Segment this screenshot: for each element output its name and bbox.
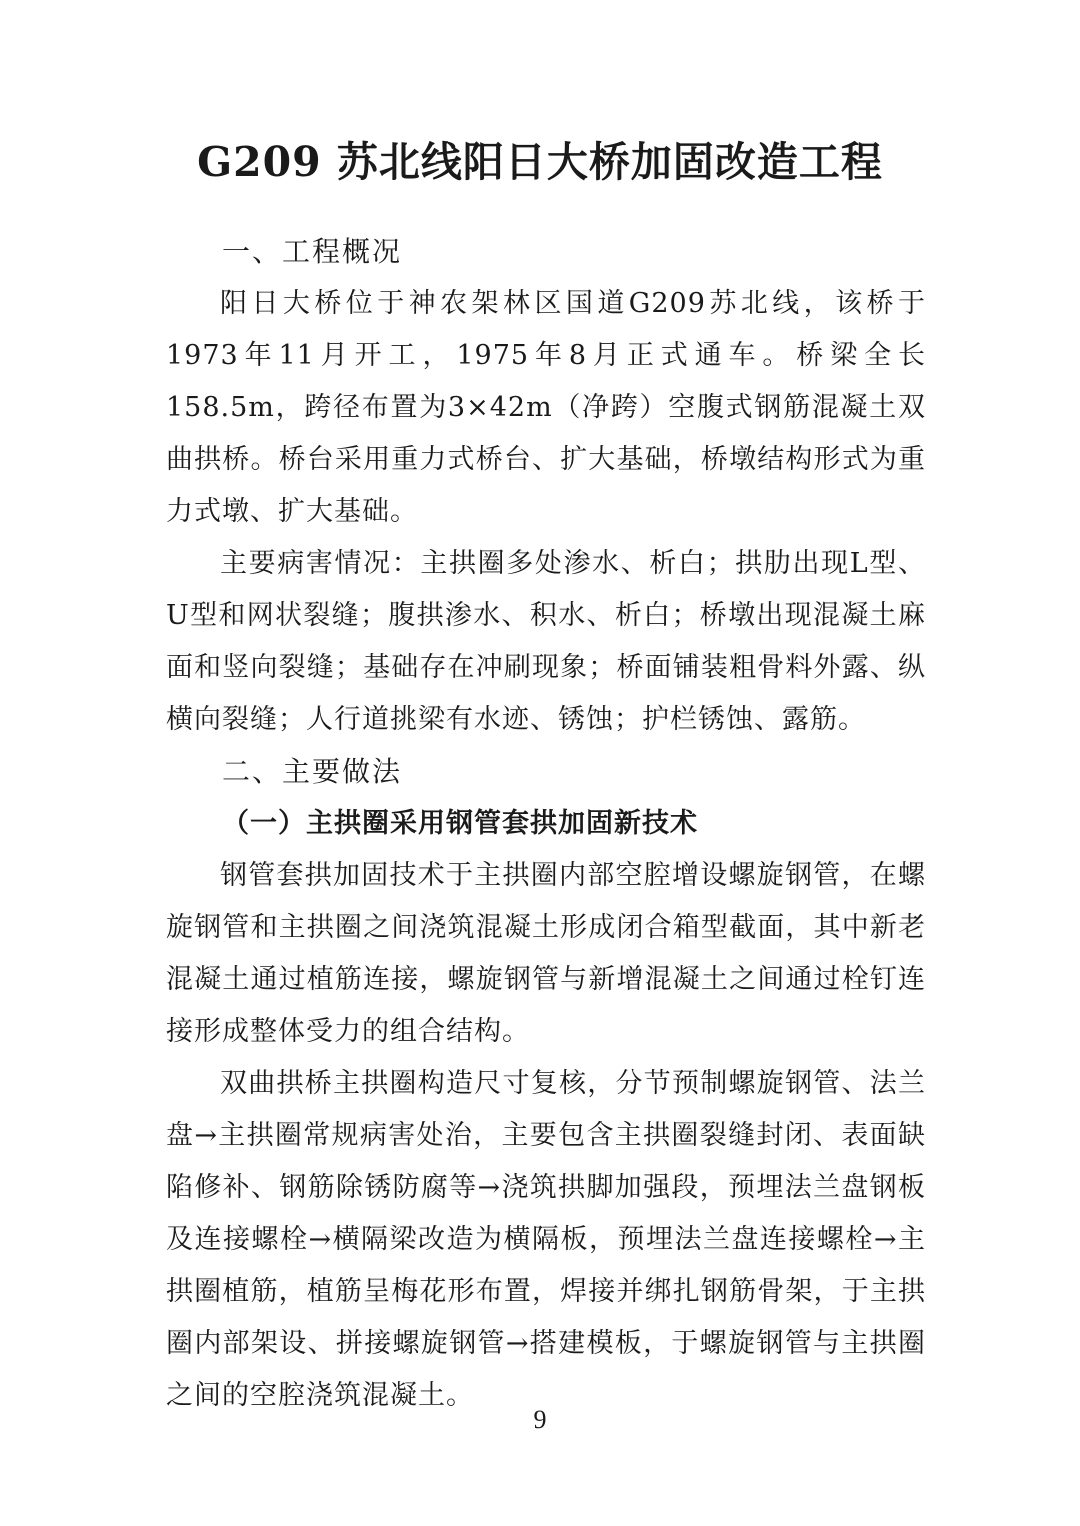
subsection-heading-steel-tube-arch: （一）主拱圈采用钢管套拱加固新技术: [222, 808, 698, 839]
paragraph-construction-process: 双曲拱桥主拱圈构造尺寸复核，分节预制螺旋钢管、法兰盘→主拱圈常规病害处治，主要包含主拱圈裂缝封闭、表面缺陷修补、钢筋除锈防腐等→浇筑拱脚加强段，预埋法兰盘钢板及连接螺栓→横隔梁改造为横隔板，预埋法兰盘连接螺栓→主拱圈植筋，植筋呈梅花形布置，焊接并绑扎钢筋骨架，于主拱圈内部架设、拼接螺旋钢管→搭建模板，于螺旋钢管与主拱圈之间的空腔浇筑混凝土。: [166, 1068, 926, 1411]
paragraph-bridge-description: 阳日大桥位于神农架林区国道G209苏北线，该桥于1973年11月开工，1975年8月正式通车。桥梁全长158.5m，跨径布置为3×42m（净跨）空腹式钢筋混凝土双曲拱桥。桥台采用重力式桥台、扩大基础，桥墩结构形式为重力式墩、扩大基础。: [166, 288, 926, 527]
section-heading-overview: 一、工程概况: [222, 235, 403, 268]
section-body-defects: [166, 538, 926, 746]
paragraph-main-defects: 主要病害情况：主拱圈多处渗水、析白；拱肋出现L型、U型和网状裂缝；腹拱渗水、积水、析白；桥墩出现混凝土麻面和竖向裂缝；基础存在冲刷现象；桥面铺装粗骨料外露、纵横向裂缝；人行道挑梁有水迹、锈蚀；护栏锈蚀、露筋。: [166, 548, 926, 735]
section-body-process: [166, 1058, 926, 1422]
section-body-overview: [166, 278, 926, 538]
page-number: 9: [533, 1405, 547, 1434]
section-heading-methods: 二、主要做法: [222, 755, 403, 788]
page-title: G209 苏北线阳日大桥加固改造工程: [197, 138, 883, 186]
section-body-technique: [166, 850, 926, 1058]
paragraph-technique-description: 钢管套拱加固技术于主拱圈内部空腔增设螺旋钢管，在螺旋钢管和主拱圈之间浇筑混凝土形成闭合箱型截面，其中新老混凝土通过植筋连接，螺旋钢管与新增混凝土之间通过栓钉连接形成整体受力的组合结构。: [166, 860, 926, 1047]
